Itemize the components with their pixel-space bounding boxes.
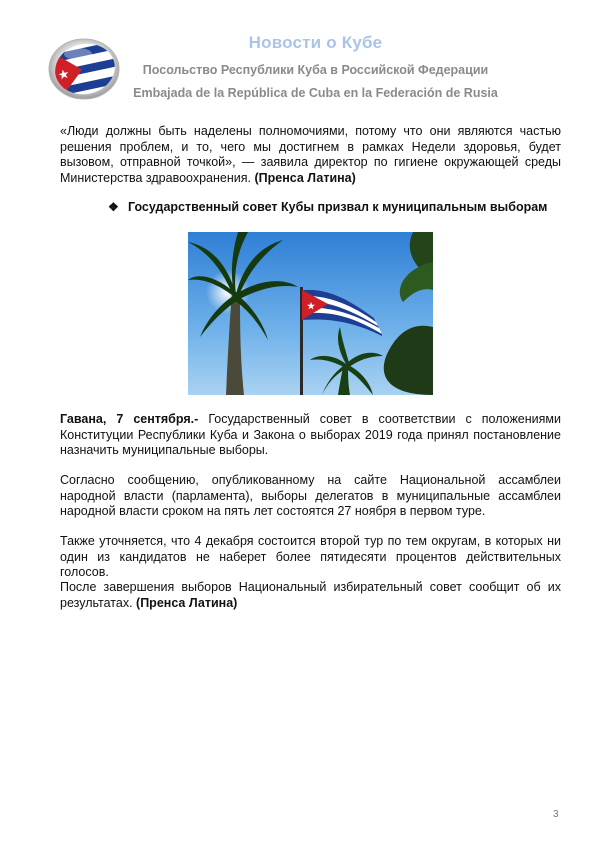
article-paragraph-2 <box>60 473 561 520</box>
article-headline <box>108 200 578 214</box>
article-paragraph-text: Также уточняется, что 4 декабря состоится второй тур по тем округам, в которых ни один из кандидатов не наберет более пятидесяти процентов действительных голосов. <box>60 534 561 580</box>
header-title: Новости о Кубе <box>248 33 383 52</box>
intro-quote: «Люди должны быть наделены полномочиями, потому что они являются частью решения проблем, и то, чего мы достигнем в рамках Недели здоровья, будет вызовом, отправной точкой», — заявила директор по гигиене окружающей среды Министерства здравоохранения. <box>60 124 561 185</box>
article-paragraph-4 <box>60 580 561 611</box>
article-source: (Пренса Латина) <box>136 595 238 610</box>
header-subtitle-es: Embajada de la República de Cuba en la Federación de Rusia <box>133 86 498 100</box>
palm-trees-cuban-flag-photo <box>188 232 433 395</box>
intro-paragraph <box>60 124 561 186</box>
intro-source: (Пренса Латина) <box>254 170 356 185</box>
article-paragraph-text: Государственный совет в соответствии с положениями Конституции Республики Куба и Закона о выборах 2019 года принял постановление назначить муниципальные выборы. <box>60 412 561 458</box>
article-paragraph-3 <box>60 534 561 581</box>
diamond-bullet-icon: ❖ <box>108 200 119 214</box>
page-number: 3 <box>553 809 559 820</box>
article-dateline: Гавана, 7 сентября.- <box>60 412 199 426</box>
article-paragraph-text: После завершения выборов Национальный избирательный совет сообщит об их результатах. <box>60 580 561 610</box>
article-paragraph-text: Согласно сообщению, опубликованному на сайте Национальной ассамблеи народной власти (парламента), выборы делегатов в муниципальные ассамблеи народной власти сроком на пять лет состоятся 27 ноября в первом туре. <box>60 473 561 519</box>
article-headline-text: Государственный совет Кубы призвал к муниципальным выборам <box>128 200 548 214</box>
header-subtitle-ru: Посольство Республики Куба в Российской Федерации <box>142 63 489 77</box>
article-paragraph-1 <box>60 412 561 459</box>
